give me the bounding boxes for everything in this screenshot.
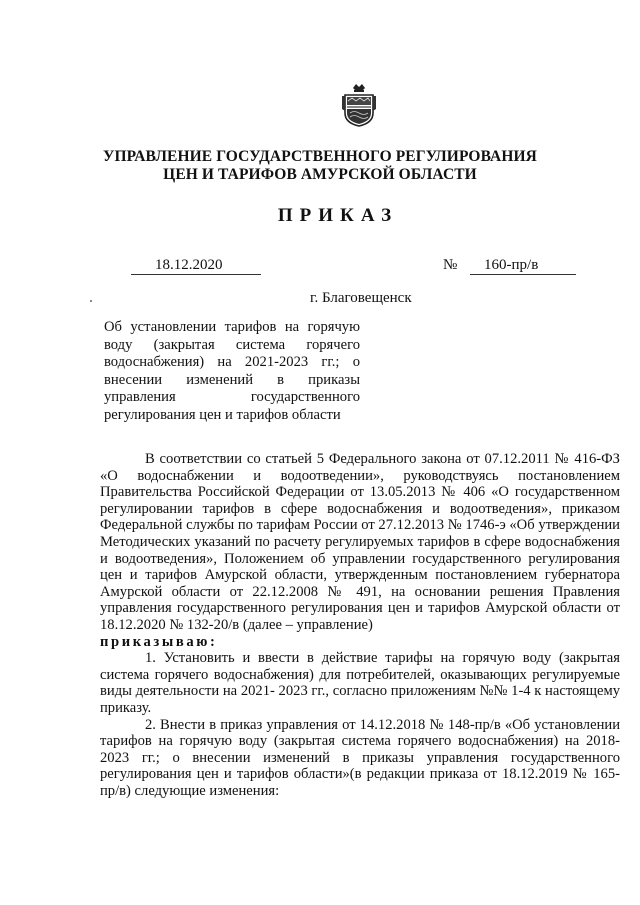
document-number: 160-пр/в [470, 257, 576, 275]
organization-name-line1: УПРАВЛЕНИЕ ГОСУДАРСТВЕННОГО РЕГУЛИРОВАНИЯ [103, 148, 537, 165]
item-1-paragraph: 1. Установить и ввести в действие тарифы на горячую воду (закрытая система горячего водоснабжения) для потребителей, оказывающих регулируемые виды деятельности на 2021- 2023 гг., согласно приложениям №№ 1-4 к настоящему приказу. [100, 650, 620, 716]
organization-name-line2: ЦЕН И ТАРИФОВ АМУРСКОЙ ОБЛАСТИ [163, 166, 477, 183]
coat-of-arms-emblem [342, 83, 376, 127]
city-name: г. Благовещенск [310, 290, 412, 306]
preamble-paragraph: В соответствии со статьей 5 Федерального закона от 07.12.2011 № 416-ФЗ «О водоснабжении и водоотведении», руководствуясь постановлением Правительства Российской Федерации от 13.05.2013 № 406 «О государственном регулировании тарифов в сфере водоснабжения и водоотведения», приказом Федеральной службы по тарифам России от 27.12.2013 № 1746-э «Об утверждении Методических указаний по расчету регулируемых тарифов в сфере водоснабжения и водоотведения», Положением об управлении государственного регулирования цен и тарифов Амурской области, утвержденным постановлением губернатора Амурской области от 22.12.2008 № 491, на основании решения Правления управления государственного регулирования цен и тарифов Амурской области от 18.12.2020 № 132-20/в (далее – управление) [100, 451, 620, 633]
item-2-paragraph: 2. Внести в приказ управления от 14.12.2018 № 148-пр/в «Об установлении тарифов на горячую воду (закрытая система горячего водоснабжения) на 2018-2023 гг.; о внесении изменений в приказы управления государственного регулирования цен и тарифов области»(в редакции приказа от 18.12.2019 № 165-пр/в) следующие изменения: [100, 716, 620, 799]
scan-speck [90, 300, 92, 302]
document-type-title: ПРИКАЗ [277, 205, 399, 226]
number-label: № [443, 257, 458, 273]
document-body [100, 451, 620, 799]
document-date: 18.12.2020 [131, 257, 261, 275]
order-word: приказываю: [100, 633, 218, 650]
document-subject: Об установлении тарифов на горячую воду (закрытая система горячего водоснабжения) на 2021-2023 гг.; о внесении изменений в приказы управления государственного регулирования цен и тарифов области [104, 319, 360, 423]
